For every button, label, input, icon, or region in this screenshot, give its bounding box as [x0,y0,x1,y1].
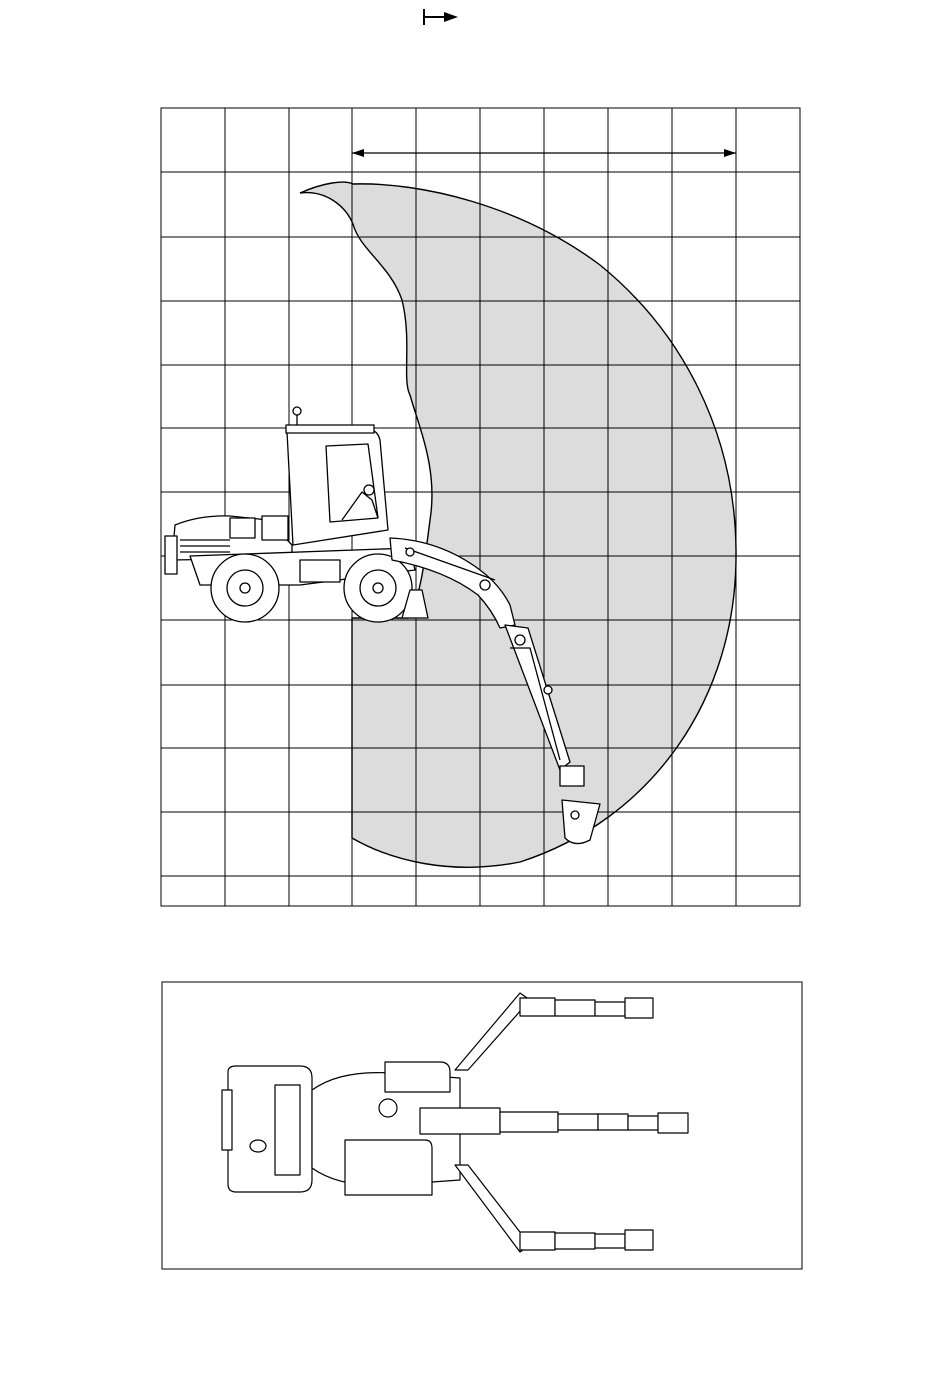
swing-range-top-view [0,975,950,1275]
